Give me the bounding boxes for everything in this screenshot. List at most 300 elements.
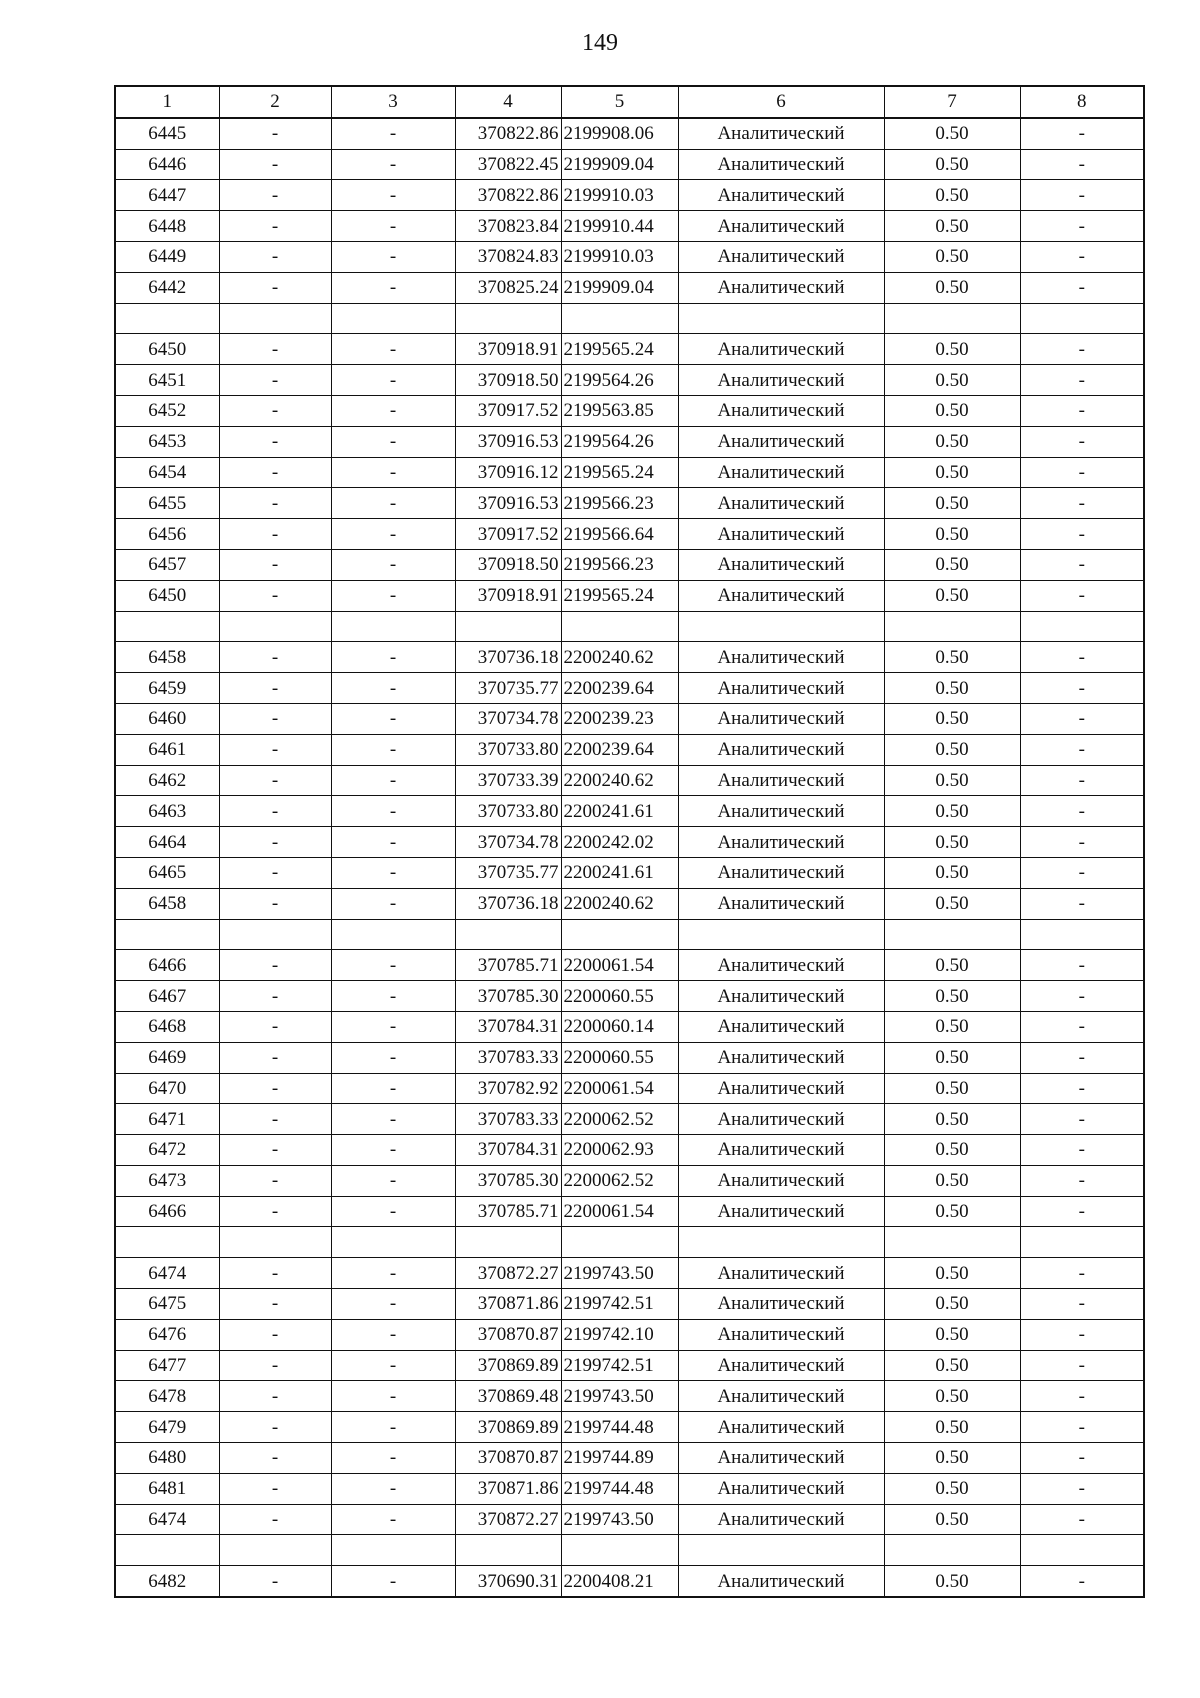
method-cell: Аналитический [678, 118, 884, 149]
table-row [115, 950, 1144, 981]
col3-cell: - [331, 1135, 455, 1166]
method-cell: Аналитический [678, 888, 884, 919]
method-cell: Аналитический [678, 673, 884, 704]
point-number-cell: 6463 [115, 796, 219, 827]
table-row [115, 180, 1144, 211]
point-number-cell: 6467 [115, 981, 219, 1012]
y-coordinate-cell: 2199909.04 [561, 272, 678, 303]
col8-cell: - [1020, 211, 1144, 242]
y-coordinate-cell: 2199742.51 [561, 1350, 678, 1381]
col3-cell: - [331, 1042, 455, 1073]
method-cell: Аналитический [678, 1258, 884, 1289]
col8-cell: - [1020, 334, 1144, 365]
method-cell: Аналитический [678, 1504, 884, 1535]
col3-cell: - [331, 734, 455, 765]
col8-cell: - [1020, 1412, 1144, 1443]
table-row [115, 149, 1144, 180]
table-row [115, 765, 1144, 796]
col8-cell: - [1020, 1443, 1144, 1474]
accuracy-cell [884, 919, 1020, 950]
col8-cell [1020, 611, 1144, 642]
x-coordinate-cell: 370822.86 [455, 118, 561, 149]
col3-cell: - [331, 765, 455, 796]
accuracy-cell: 0.50 [884, 211, 1020, 242]
col2-cell: - [219, 703, 331, 734]
accuracy-cell: 0.50 [884, 981, 1020, 1012]
col3-cell: - [331, 365, 455, 396]
separator-row [115, 919, 1144, 950]
col8-cell: - [1020, 1504, 1144, 1535]
col3-cell: - [331, 149, 455, 180]
accuracy-cell: 0.50 [884, 1381, 1020, 1412]
point-number-cell: 6470 [115, 1073, 219, 1104]
col2-cell [219, 611, 331, 642]
x-coordinate-cell: 370822.86 [455, 180, 561, 211]
method-cell [678, 919, 884, 950]
method-cell: Аналитический [678, 1135, 884, 1166]
x-coordinate-cell: 370785.71 [455, 1196, 561, 1227]
col8-cell: - [1020, 1135, 1144, 1166]
col8-cell: - [1020, 857, 1144, 888]
point-number-cell [115, 1227, 219, 1258]
table-row [115, 857, 1144, 888]
method-cell: Аналитический [678, 703, 884, 734]
y-coordinate-cell [561, 919, 678, 950]
x-coordinate-cell: 370870.87 [455, 1319, 561, 1350]
table-row [115, 549, 1144, 580]
x-coordinate-cell: 370872.27 [455, 1258, 561, 1289]
col3-cell: - [331, 1011, 455, 1042]
col3-cell: - [331, 888, 455, 919]
x-coordinate-cell: 370918.50 [455, 549, 561, 580]
col8-cell: - [1020, 765, 1144, 796]
method-cell: Аналитический [678, 1350, 884, 1381]
y-coordinate-cell: 2200242.02 [561, 827, 678, 858]
col8-cell: - [1020, 580, 1144, 611]
y-coordinate-cell: 2200062.93 [561, 1135, 678, 1166]
y-coordinate-cell: 2199909.04 [561, 149, 678, 180]
col3-cell: - [331, 426, 455, 457]
table-row [115, 1443, 1144, 1474]
table-row [115, 1135, 1144, 1166]
col3-cell: - [331, 1104, 455, 1135]
accuracy-cell: 0.50 [884, 519, 1020, 550]
y-coordinate-cell: 2200241.61 [561, 796, 678, 827]
table-row [115, 642, 1144, 673]
col2-cell: - [219, 1443, 331, 1474]
col8-cell: - [1020, 149, 1144, 180]
method-cell: Аналитический [678, 1443, 884, 1474]
accuracy-cell: 0.50 [884, 1350, 1020, 1381]
x-coordinate-cell [455, 303, 561, 334]
point-number-cell: 6466 [115, 1196, 219, 1227]
x-coordinate-cell: 370918.91 [455, 334, 561, 365]
y-coordinate-cell: 2200240.62 [561, 765, 678, 796]
method-cell: Аналитический [678, 950, 884, 981]
method-cell: Аналитический [678, 1073, 884, 1104]
y-coordinate-cell: 2200239.23 [561, 703, 678, 734]
col2-cell [219, 303, 331, 334]
col8-cell: - [1020, 1319, 1144, 1350]
x-coordinate-cell: 370872.27 [455, 1504, 561, 1535]
point-number-cell: 6454 [115, 457, 219, 488]
col8-cell: - [1020, 241, 1144, 272]
col2-cell: - [219, 549, 331, 580]
col3-cell: - [331, 981, 455, 1012]
accuracy-cell: 0.50 [884, 1135, 1020, 1166]
method-cell: Аналитический [678, 1165, 884, 1196]
y-coordinate-cell [561, 1227, 678, 1258]
method-cell: Аналитический [678, 827, 884, 858]
col2-cell: - [219, 519, 331, 550]
column-header: 1 [115, 86, 219, 118]
accuracy-cell: 0.50 [884, 365, 1020, 396]
col8-cell: - [1020, 1289, 1144, 1320]
x-coordinate-cell [455, 919, 561, 950]
method-cell: Аналитический [678, 334, 884, 365]
col8-cell: - [1020, 827, 1144, 858]
x-coordinate-cell: 370916.53 [455, 426, 561, 457]
method-cell: Аналитический [678, 981, 884, 1012]
accuracy-cell: 0.50 [884, 1165, 1020, 1196]
x-coordinate-cell [455, 1535, 561, 1566]
method-cell [678, 1227, 884, 1258]
point-number-cell: 6450 [115, 334, 219, 365]
col8-cell: - [1020, 519, 1144, 550]
col8-cell: - [1020, 1381, 1144, 1412]
method-cell: Аналитический [678, 365, 884, 396]
x-coordinate-cell: 370869.89 [455, 1350, 561, 1381]
col3-cell: - [331, 857, 455, 888]
accuracy-cell: 0.50 [884, 1196, 1020, 1227]
x-coordinate-cell: 370871.86 [455, 1473, 561, 1504]
y-coordinate-cell: 2200061.54 [561, 1073, 678, 1104]
col3-cell: - [331, 1566, 455, 1597]
col3-cell: - [331, 796, 455, 827]
y-coordinate-cell: 2200239.64 [561, 673, 678, 704]
col8-cell: - [1020, 1011, 1144, 1042]
table-row [115, 1165, 1144, 1196]
point-number-cell: 6460 [115, 703, 219, 734]
col3-cell: - [331, 1073, 455, 1104]
x-coordinate-cell: 370735.77 [455, 673, 561, 704]
x-coordinate-cell: 370782.92 [455, 1073, 561, 1104]
col3-cell: - [331, 950, 455, 981]
column-header: 3 [331, 86, 455, 118]
method-cell: Аналитический [678, 1412, 884, 1443]
accuracy-cell: 0.50 [884, 457, 1020, 488]
y-coordinate-cell: 2199910.44 [561, 211, 678, 242]
point-number-cell: 6481 [115, 1473, 219, 1504]
y-coordinate-cell: 2200061.54 [561, 1196, 678, 1227]
method-cell: Аналитический [678, 272, 884, 303]
point-number-cell: 6446 [115, 149, 219, 180]
method-cell: Аналитический [678, 1319, 884, 1350]
col3-cell [331, 1535, 455, 1566]
y-coordinate-cell: 2199744.48 [561, 1412, 678, 1443]
col2-cell: - [219, 857, 331, 888]
col3-cell: - [331, 1350, 455, 1381]
x-coordinate-cell: 370783.33 [455, 1104, 561, 1135]
point-number-cell: 6461 [115, 734, 219, 765]
method-cell: Аналитический [678, 488, 884, 519]
table-row [115, 1381, 1144, 1412]
table-row [115, 118, 1144, 149]
accuracy-cell: 0.50 [884, 272, 1020, 303]
col8-cell: - [1020, 1073, 1144, 1104]
point-number-cell: 6456 [115, 519, 219, 550]
method-cell: Аналитический [678, 1381, 884, 1412]
accuracy-cell: 0.50 [884, 118, 1020, 149]
x-coordinate-cell: 370869.48 [455, 1381, 561, 1412]
y-coordinate-cell: 2199564.26 [561, 365, 678, 396]
x-coordinate-cell: 370822.45 [455, 149, 561, 180]
col2-cell: - [219, 272, 331, 303]
y-coordinate-cell: 2199743.50 [561, 1381, 678, 1412]
col2-cell: - [219, 1473, 331, 1504]
y-coordinate-cell: 2200061.54 [561, 950, 678, 981]
table-row [115, 241, 1144, 272]
accuracy-cell: 0.50 [884, 1011, 1020, 1042]
method-cell [678, 303, 884, 334]
col8-cell: - [1020, 1350, 1144, 1381]
accuracy-cell: 0.50 [884, 827, 1020, 858]
point-number-cell: 6480 [115, 1443, 219, 1474]
column-header: 5 [561, 86, 678, 118]
table-row [115, 827, 1144, 858]
column-header: 4 [455, 86, 561, 118]
col8-cell: - [1020, 1258, 1144, 1289]
point-number-cell [115, 919, 219, 950]
method-cell: Аналитический [678, 1104, 884, 1135]
col3-cell: - [331, 1319, 455, 1350]
page-number: 149 [582, 30, 618, 56]
y-coordinate-cell: 2199910.03 [561, 180, 678, 211]
point-number-cell: 6472 [115, 1135, 219, 1166]
col3-cell: - [331, 703, 455, 734]
col8-cell: - [1020, 950, 1144, 981]
col3-cell: - [331, 272, 455, 303]
point-number-cell: 6459 [115, 673, 219, 704]
col8-cell: - [1020, 888, 1144, 919]
x-coordinate-cell: 370733.39 [455, 765, 561, 796]
x-coordinate-cell: 370918.91 [455, 580, 561, 611]
table-row [115, 1504, 1144, 1535]
column-header: 8 [1020, 86, 1144, 118]
table-row [115, 981, 1144, 1012]
accuracy-cell: 0.50 [884, 180, 1020, 211]
y-coordinate-cell: 2200060.55 [561, 1042, 678, 1073]
col3-cell: - [331, 241, 455, 272]
col2-cell: - [219, 395, 331, 426]
point-number-cell: 6477 [115, 1350, 219, 1381]
table-row [115, 334, 1144, 365]
accuracy-cell [884, 1535, 1020, 1566]
y-coordinate-cell: 2199744.48 [561, 1473, 678, 1504]
x-coordinate-cell: 370870.87 [455, 1443, 561, 1474]
point-number-cell: 6449 [115, 241, 219, 272]
y-coordinate-cell: 2199742.51 [561, 1289, 678, 1320]
point-number-cell: 6478 [115, 1381, 219, 1412]
col8-cell: - [1020, 796, 1144, 827]
col3-cell: - [331, 1412, 455, 1443]
table-row [115, 1350, 1144, 1381]
col3-cell: - [331, 395, 455, 426]
y-coordinate-cell: 2199566.23 [561, 488, 678, 519]
point-number-cell: 6450 [115, 580, 219, 611]
x-coordinate-cell: 370916.12 [455, 457, 561, 488]
accuracy-cell: 0.50 [884, 1073, 1020, 1104]
col3-cell: - [331, 211, 455, 242]
x-coordinate-cell [455, 1227, 561, 1258]
col8-cell: - [1020, 981, 1144, 1012]
separator-row [115, 611, 1144, 642]
point-number-cell [115, 303, 219, 334]
table-row [115, 1073, 1144, 1104]
col2-cell: - [219, 241, 331, 272]
col3-cell: - [331, 1258, 455, 1289]
table-row [115, 1104, 1144, 1135]
col3-cell [331, 919, 455, 950]
point-number-cell: 6455 [115, 488, 219, 519]
accuracy-cell: 0.50 [884, 765, 1020, 796]
accuracy-cell: 0.50 [884, 1289, 1020, 1320]
col2-cell: - [219, 426, 331, 457]
col3-cell: - [331, 1473, 455, 1504]
col2-cell: - [219, 1258, 331, 1289]
col3-cell: - [331, 642, 455, 673]
point-number-cell: 6458 [115, 642, 219, 673]
accuracy-cell: 0.50 [884, 549, 1020, 580]
y-coordinate-cell: 2199565.24 [561, 334, 678, 365]
table-row [115, 580, 1144, 611]
table-row [115, 272, 1144, 303]
table-row [115, 211, 1144, 242]
accuracy-cell: 0.50 [884, 426, 1020, 457]
col2-cell: - [219, 1135, 331, 1166]
method-cell: Аналитический [678, 241, 884, 272]
x-coordinate-cell: 370869.89 [455, 1412, 561, 1443]
col3-cell: - [331, 457, 455, 488]
x-coordinate-cell: 370917.52 [455, 395, 561, 426]
method-cell: Аналитический [678, 857, 884, 888]
col2-cell: - [219, 765, 331, 796]
x-coordinate-cell: 370736.18 [455, 888, 561, 919]
col2-cell: - [219, 488, 331, 519]
col2-cell [219, 1227, 331, 1258]
method-cell: Аналитический [678, 211, 884, 242]
method-cell: Аналитический [678, 765, 884, 796]
col3-cell: - [331, 1443, 455, 1474]
accuracy-cell: 0.50 [884, 888, 1020, 919]
point-number-cell: 6464 [115, 827, 219, 858]
point-number-cell: 6473 [115, 1165, 219, 1196]
x-coordinate-cell: 370871.86 [455, 1289, 561, 1320]
col8-cell: - [1020, 1566, 1144, 1597]
col8-cell: - [1020, 703, 1144, 734]
table-row [115, 1319, 1144, 1350]
accuracy-cell: 0.50 [884, 734, 1020, 765]
point-number-cell: 6474 [115, 1504, 219, 1535]
accuracy-cell: 0.50 [884, 334, 1020, 365]
method-cell: Аналитический [678, 796, 884, 827]
col8-cell: - [1020, 734, 1144, 765]
table-row [115, 734, 1144, 765]
col8-cell: - [1020, 365, 1144, 396]
col3-cell [331, 303, 455, 334]
y-coordinate-cell [561, 611, 678, 642]
y-coordinate-cell: 2200240.62 [561, 888, 678, 919]
point-number-cell: 6465 [115, 857, 219, 888]
accuracy-cell [884, 303, 1020, 334]
point-number-cell [115, 1535, 219, 1566]
col2-cell: - [219, 642, 331, 673]
x-coordinate-cell: 370785.30 [455, 1165, 561, 1196]
col3-cell: - [331, 118, 455, 149]
y-coordinate-cell: 2200062.52 [561, 1104, 678, 1135]
method-cell: Аналитический [678, 549, 884, 580]
y-coordinate-cell: 2200408.21 [561, 1566, 678, 1597]
col2-cell: - [219, 457, 331, 488]
x-coordinate-cell: 370783.33 [455, 1042, 561, 1073]
col2-cell: - [219, 149, 331, 180]
x-coordinate-cell: 370784.31 [455, 1135, 561, 1166]
col2-cell: - [219, 1319, 331, 1350]
separator-row [115, 1535, 1144, 1566]
table-row [115, 888, 1144, 919]
method-cell [678, 611, 884, 642]
x-coordinate-cell: 370734.78 [455, 703, 561, 734]
accuracy-cell: 0.50 [884, 673, 1020, 704]
table-row [115, 488, 1144, 519]
y-coordinate-cell: 2199566.64 [561, 519, 678, 550]
x-coordinate-cell: 370784.31 [455, 1011, 561, 1042]
x-coordinate-cell: 370733.80 [455, 734, 561, 765]
y-coordinate-cell: 2200060.14 [561, 1011, 678, 1042]
y-coordinate-cell: 2199563.85 [561, 395, 678, 426]
col3-cell: - [331, 580, 455, 611]
point-number-cell: 6462 [115, 765, 219, 796]
table-row [115, 426, 1144, 457]
col2-cell: - [219, 1504, 331, 1535]
x-coordinate-cell: 370918.50 [455, 365, 561, 396]
point-number-cell: 6457 [115, 549, 219, 580]
point-number-cell: 6476 [115, 1319, 219, 1350]
x-coordinate-cell: 370733.80 [455, 796, 561, 827]
col3-cell: - [331, 1165, 455, 1196]
table-row [115, 703, 1144, 734]
col3-cell: - [331, 1196, 455, 1227]
point-number-cell: 6445 [115, 118, 219, 149]
col2-cell: - [219, 211, 331, 242]
accuracy-cell: 0.50 [884, 1443, 1020, 1474]
col8-cell: - [1020, 1473, 1144, 1504]
y-coordinate-cell: 2199743.50 [561, 1504, 678, 1535]
x-coordinate-cell: 370690.31 [455, 1566, 561, 1597]
col8-cell: - [1020, 1196, 1144, 1227]
y-coordinate-cell: 2200062.52 [561, 1165, 678, 1196]
col2-cell: - [219, 1350, 331, 1381]
y-coordinate-cell [561, 1535, 678, 1566]
col2-cell: - [219, 1073, 331, 1104]
col2-cell: - [219, 180, 331, 211]
col2-cell: - [219, 1196, 331, 1227]
col2-cell: - [219, 827, 331, 858]
col8-cell: - [1020, 180, 1144, 211]
col3-cell: - [331, 1381, 455, 1412]
point-number-cell: 6468 [115, 1011, 219, 1042]
accuracy-cell [884, 1227, 1020, 1258]
